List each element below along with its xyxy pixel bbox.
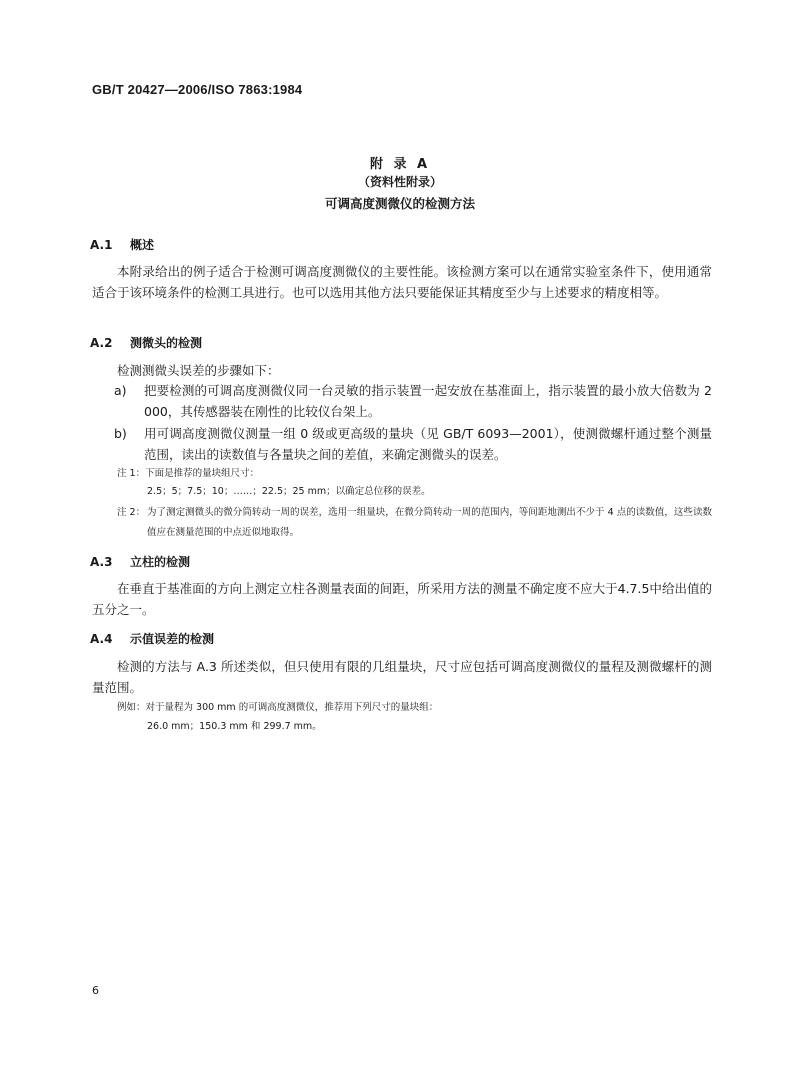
section-number: A.3 <box>90 555 113 569</box>
list-item-a <box>92 380 712 422</box>
section-number: A.2 <box>90 336 113 350</box>
section-a3-heading <box>90 553 190 570</box>
section-a4-heading <box>90 630 214 647</box>
annex-title: 附 录 A <box>369 157 431 172</box>
section-a3-paragraph: 在垂直于基准面的方向上测定立柱各测量表面的间距，所采用方法的测量不确定度不应大于4.7.5中给出值的五分之一。 <box>92 581 712 617</box>
example-line-1: 例如：对于量程为 300 mm 的可调高度测微仪，推荐用下列尺寸的量块组： <box>117 702 439 713</box>
section-a2-heading <box>90 334 202 351</box>
section-title: 概述 <box>130 238 155 252</box>
example-line-2: 26.0 mm；150.3 mm 和 299.7 mm。 <box>147 721 322 732</box>
section-number: A.1 <box>90 238 113 252</box>
note-label: 注 2： <box>117 507 146 518</box>
section-a2-intro: 检测测微头误差的步骤如下： <box>117 363 280 378</box>
list-marker: a) <box>114 383 127 398</box>
list-item-b <box>92 423 712 465</box>
section-a4-paragraph: 检测的方法与 A.3 所述类似，但只使用有限的几组量块，尺寸应包括可调高度测微仪的量程及测微螺杆的测量范围。 <box>92 659 712 695</box>
section-a1-paragraph: 本附录给出的例子适合于检测可调高度测微仪的主要性能。该检测方案可以在通常实验室条件下，使用通常适合于该环境条件的检测工具进行。也可以选用其他方法只要能保证其精度至少与上述要求的精度相等。 <box>92 264 712 300</box>
page-header: GB/T 20427—2006/ISO 7863:1984 <box>92 82 303 97</box>
section-a1-heading <box>90 236 154 253</box>
list-text: 用可调高度测微仪测量一组 0 级或更高级的量块（见 GB/T 6093—2001），使测微螺杆通过整个测量范围，读出的读数值与各量块之间的差值，来确定测微头的误差。 <box>144 426 712 462</box>
page-number: 6 <box>92 984 99 997</box>
note-1-line-2: 2.5；5；7.5；10；……；22.5；25 mm；以确定总位移的误差。 <box>147 486 431 497</box>
section-title: 示值误差的检测 <box>130 632 215 646</box>
section-number: A.4 <box>90 632 113 646</box>
note-text: 为了测定测微头的微分筒转动一周的误差，选用一组量块，在微分筒转动一周的范围内，等间距地测出不少于 4 点的读数值，这些读数值应在测量范围的中点近似地取得。 <box>147 507 712 538</box>
note-2 <box>117 503 712 543</box>
section-title: 立柱的检测 <box>130 555 191 569</box>
note-1-line-1 <box>117 465 259 479</box>
annex-heading: 可调高度测微仪的检测方法 <box>324 196 475 211</box>
annex-subtitle: （资料性附录） <box>357 175 442 189</box>
note-text: 下面是推荐的量块组尺寸： <box>145 468 260 479</box>
list-text: 把要检测的可调高度测微仪同一台灵敏的指示装置一起安放在基准面上，指示装置的最小放大倍数为 2 000，其传感器装在刚性的比较仪台架上。 <box>144 383 712 419</box>
note-label: 注 1： <box>117 468 146 479</box>
section-title: 测微头的检测 <box>130 336 203 350</box>
list-marker: b) <box>114 426 127 441</box>
